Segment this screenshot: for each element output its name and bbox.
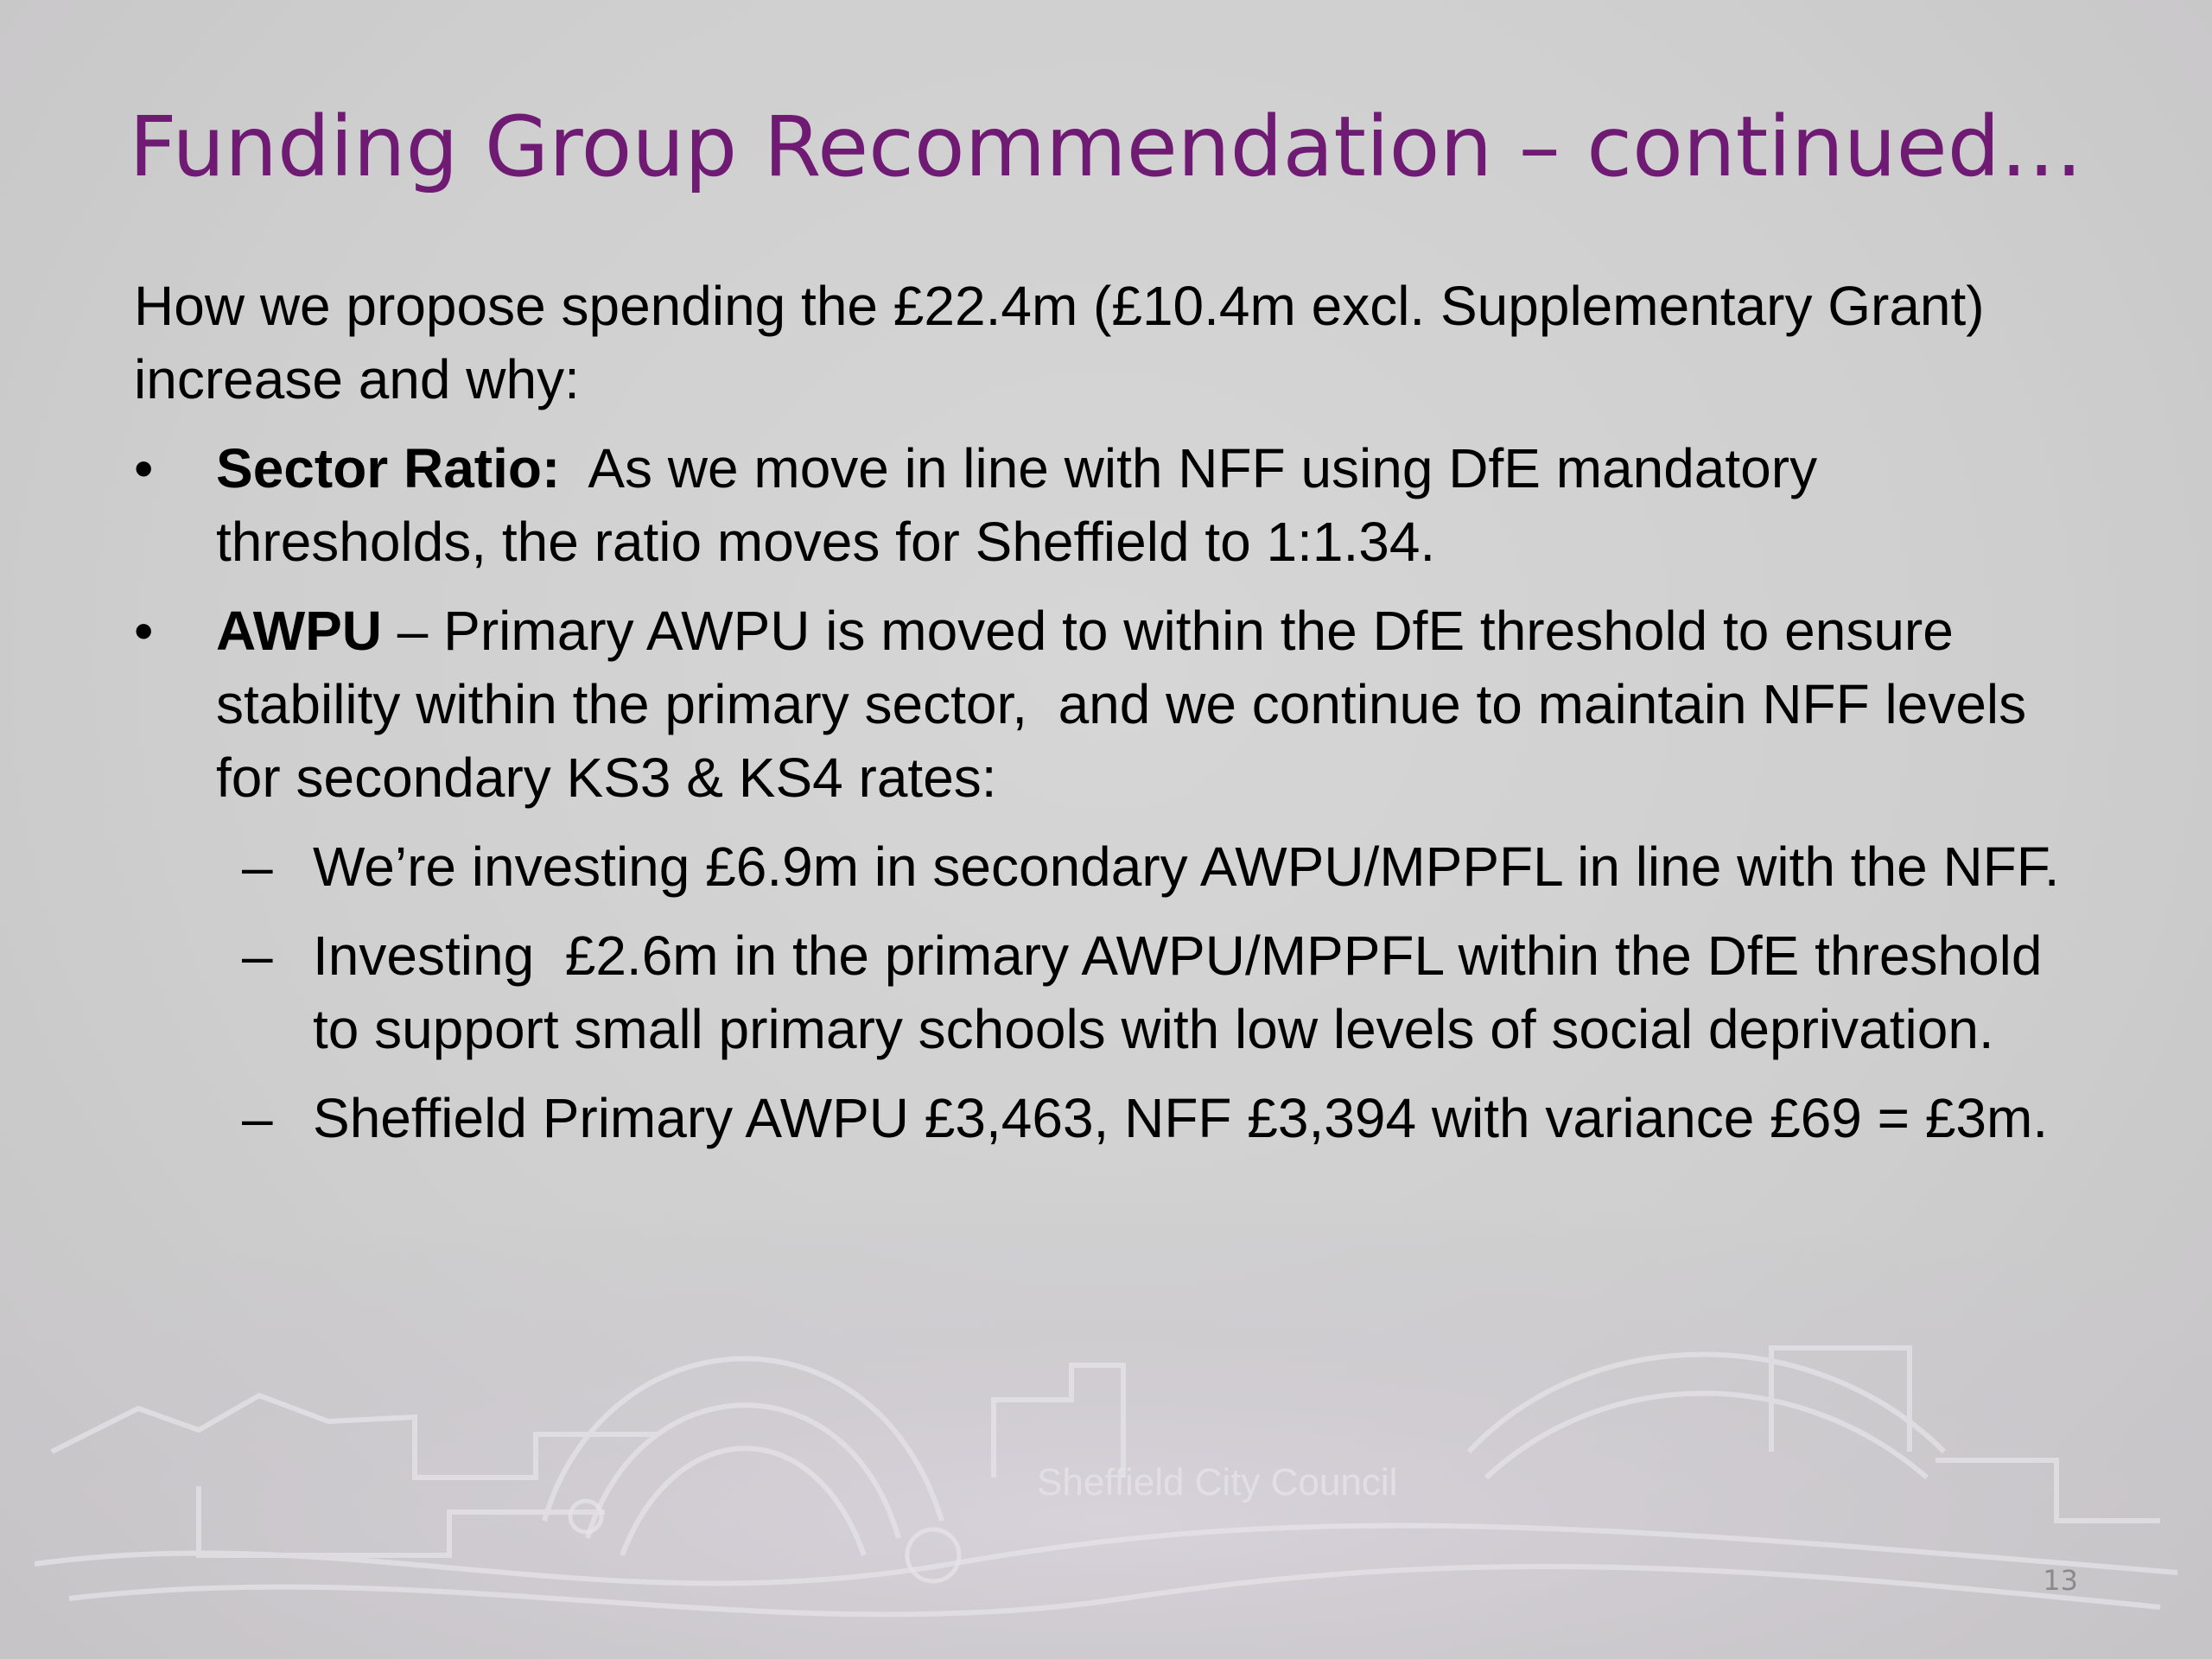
- bullet-text: As we move in line with NFF using DfE mandatory thresholds, the ratio moves for Sheffield to 1:1.34.: [216, 437, 1833, 573]
- bullet-marker: •: [134, 437, 154, 499]
- sub-bullet-item: [134, 1082, 2069, 1155]
- sub-bullet-item: [134, 830, 2069, 904]
- sub-bullet-marker: –: [242, 925, 273, 987]
- slide-content: [134, 270, 2069, 1155]
- sub-bullet-item: [134, 919, 2069, 1066]
- sub-bullet-text: Investing £2.6m in the primary AWPU/MPPFL within the DfE threshold to support small primary schools with low levels of social deprivation.: [313, 925, 2058, 1060]
- bullet-marker: •: [134, 600, 154, 662]
- sub-bullet-marker: –: [242, 836, 273, 898]
- sub-bullet-text: Sheffield Primary AWPU £3,463, NFF £3,394 with variance £69 = £3m.: [313, 1087, 2049, 1149]
- bullet-list: [134, 432, 2069, 1155]
- bullet-text: – Primary AWPU is moved to within the DfE threshold to ensure stability within the primary sector, and we continue to maintain NFF levels for secondary KS3 & KS4 rates:: [216, 600, 2042, 809]
- slide-title: Funding Group Recommendation – continued…: [129, 99, 2083, 195]
- bullet-item-awpu: [134, 594, 2069, 1155]
- watermark-text: Sheffield City Council: [1037, 1461, 1398, 1503]
- bullet-heading: Sector Ratio:: [216, 437, 561, 499]
- page-number: 13: [2043, 1564, 2078, 1597]
- bullet-heading: AWPU: [216, 600, 382, 662]
- bullet-item-sector-ratio: [134, 432, 2069, 579]
- intro-paragraph: How we propose spending the £22.4m (£10.4m excl. Supplementary Grant) increase and why:: [134, 275, 1985, 410]
- sub-bullet-list: [216, 830, 2069, 1155]
- background-skyline-illustration: [0, 1192, 2212, 1659]
- sub-bullet-text: We’re investing £6.9m in secondary AWPU/MPPFL in line with the NFF.: [313, 836, 2060, 898]
- sub-bullet-marker: –: [242, 1087, 273, 1149]
